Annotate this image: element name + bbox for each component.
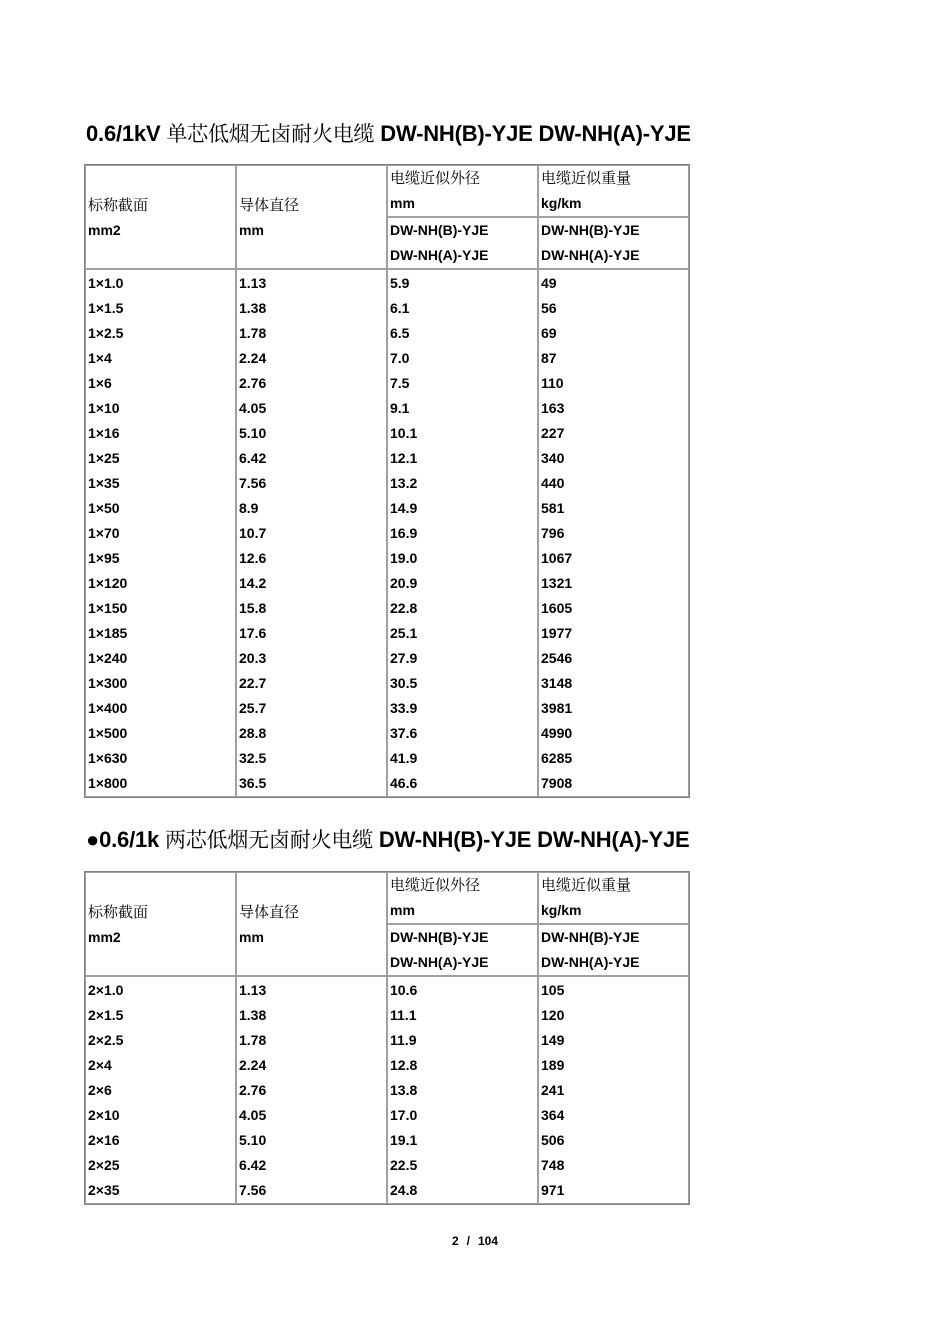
table-cell: 13.8 [390,1082,418,1098]
outer-diameter-unit: mm [390,902,415,918]
model-a: DW-NH(A)-YJE [390,954,489,970]
table-cell: 241 [541,1082,565,1098]
table-cell: 227 [541,425,565,441]
table-cell: 2×35 [88,1182,120,1198]
table-cell: 7908 [541,775,573,791]
table-cell: 1×1.0 [88,275,124,291]
table-cell: 1.38 [239,1007,267,1023]
table-cell: 2546 [541,650,573,666]
table-cell: 12.1 [390,450,418,466]
table-cell: 1×800 [88,775,128,791]
model-a: DW-NH(A)-YJE [390,247,489,263]
table-cell: 2×1.5 [88,1007,124,1023]
table-cell: 7.56 [239,475,267,491]
weight-header [538,872,689,924]
cross-section-unit: mm2 [88,222,121,238]
table-cell: 2×6 [88,1082,112,1098]
table-cell: 46.6 [390,775,418,791]
table-cell: 12.8 [390,1057,418,1073]
weight-models [538,217,689,269]
outer-diameter-unit: mm [390,195,415,211]
section-2-heading [86,824,690,854]
model-b: DW-NH(B)-YJE [390,929,489,945]
table-cell: 1×1.5 [88,300,124,316]
single-core-spec-table [84,164,690,798]
table-cell: 10.7 [239,525,267,541]
table-cell: 1977 [541,625,573,641]
table-cell: 1×70 [88,525,120,541]
table-cell: 6.1 [390,300,410,316]
table-cell: 1.78 [239,1032,267,1048]
table-cell: 1×16 [88,425,120,441]
table-cell: 17.0 [390,1107,418,1123]
table-cell: 6285 [541,750,573,766]
table-cell: 581 [541,500,565,516]
table-cell: 13.2 [390,475,418,491]
table-cell: 20.9 [390,575,418,591]
table-cell: 6.42 [239,1157,267,1173]
outer-diameter-column [387,976,538,1204]
table-cell: 149 [541,1032,565,1048]
cross-section-column [85,269,236,797]
table-cell: 6.5 [390,325,410,341]
table-cell: 1605 [541,600,573,616]
outer-diameter-label: 电缆近似外径 [390,169,481,187]
table-cell: 11.9 [390,1032,417,1048]
model-a: DW-NH(A)-YJE [541,954,640,970]
table-cell: 19.0 [390,550,418,566]
table-cell: 1.13 [239,275,267,291]
weight-header [538,165,689,217]
conductor-diameter-header [236,165,387,269]
table-cell: 14.2 [239,575,267,591]
table-cell: 163 [541,400,565,416]
table-cell: 2×2.5 [88,1032,124,1048]
table-cell: 14.9 [390,500,418,516]
page-total: 104 [478,1234,499,1248]
table-cell: 1×500 [88,725,128,741]
table-cell: 1067 [541,550,573,566]
table-cell: 1×50 [88,500,120,516]
table-cell: 2×1.0 [88,982,124,998]
table-cell: 16.9 [390,525,418,541]
table-cell: 10.6 [390,982,418,998]
section-1-heading-prefix: 0.6/1kV [86,121,167,146]
section-1-heading-suffix: DW-NH(B)-YJE DW-NH(A)-YJE [374,121,691,146]
table-header-row [85,872,689,924]
table-cell: 1×4 [88,350,112,366]
weight-label: 电缆近似重量 [541,169,632,187]
table-cell: 17.6 [239,625,267,641]
section-2-heading-prefix: ●0.6/1k [86,827,165,852]
conductor-diameter-unit: mm [239,929,264,945]
table-header-row [85,165,689,217]
table-cell: 2×16 [88,1132,120,1148]
table-data-block [85,976,689,1204]
table-cell: 6.42 [239,450,267,466]
table-cell: 33.9 [390,700,418,716]
model-a: DW-NH(A)-YJE [541,247,640,263]
table-cell: 3148 [541,675,573,691]
table-cell: 2×4 [88,1057,112,1073]
table-cell: 5.9 [390,275,410,291]
table-cell: 2.76 [239,375,267,391]
page-number [0,1234,950,1248]
table-cell: 20.3 [239,650,267,666]
weight-unit: kg/km [541,195,582,211]
weight-unit: kg/km [541,902,582,918]
model-b: DW-NH(B)-YJE [390,222,489,238]
table-cell: 37.6 [390,725,418,741]
model-b: DW-NH(B)-YJE [541,929,640,945]
table-cell: 1×35 [88,475,120,491]
cross-section-unit: mm2 [88,929,121,945]
table-cell: 3981 [541,700,573,716]
table-cell: 19.1 [390,1132,418,1148]
table-cell: 69 [541,325,557,341]
table-cell: 1×185 [88,625,128,641]
table-cell: 1.38 [239,300,267,316]
table-cell: 7.0 [390,350,410,366]
table-cell: 1×2.5 [88,325,124,341]
cross-section-column [85,976,236,1204]
table-cell: 2.24 [239,350,267,366]
table-cell: 2.24 [239,1057,267,1073]
table-cell: 1×6 [88,375,112,391]
outer-diameter-models [387,924,538,976]
table-cell: 10.1 [390,425,418,441]
table-cell: 49 [541,275,557,291]
table-cell: 1321 [541,575,573,591]
table-cell: 28.8 [239,725,267,741]
table-cell: 41.9 [390,750,418,766]
table-cell: 4.05 [239,400,267,416]
table-cell: 25.7 [239,700,267,716]
table-cell: 2.76 [239,1082,267,1098]
table-cell: 2×10 [88,1107,120,1123]
table-cell: 4.05 [239,1107,267,1123]
table-cell: 796 [541,525,565,541]
table-cell: 15.8 [239,600,267,616]
cross-section-label: 标称截面 [88,903,149,921]
weight-column [538,269,689,797]
cross-section-header [85,165,236,269]
section-1-heading-cn: 单芯低烟无卤耐火电缆 [166,122,375,146]
table-cell: 22.5 [390,1157,418,1173]
table-cell: 1×630 [88,750,128,766]
table-cell: 5.10 [239,425,267,441]
section-1-heading [86,118,691,148]
table-cell: 56 [541,300,557,316]
table-cell: 506 [541,1132,565,1148]
table-cell: 27.9 [390,650,418,666]
table-cell: 8.9 [239,500,259,516]
table-cell: 25.1 [390,625,418,641]
page-current: 2 [451,1234,459,1248]
table-cell: 1×10 [88,400,120,416]
table-cell: 11.1 [390,1007,417,1023]
model-b: DW-NH(B)-YJE [541,222,640,238]
outer-diameter-label: 电缆近似外径 [390,876,481,894]
section-2-heading-cn: 两芯低烟无卤耐火电缆 [164,828,373,852]
table-data-block [85,269,689,797]
table-cell: 971 [541,1182,565,1198]
section-2-heading-suffix: DW-NH(B)-YJE DW-NH(A)-YJE [372,827,690,852]
table-cell: 1×150 [88,600,128,616]
conductor-diameter-unit: mm [239,222,264,238]
outer-diameter-column [387,269,538,797]
table-cell: 440 [541,475,565,491]
table-cell: 87 [541,350,557,366]
table-cell: 340 [541,450,565,466]
table-cell: 1.13 [239,982,267,998]
weight-column [538,976,689,1204]
table-cell: 1×300 [88,675,128,691]
table-cell: 5.10 [239,1132,267,1148]
table-cell: 110 [541,375,564,391]
conductor-diameter-label: 导体直径 [239,903,300,921]
conductor-diameter-column [236,269,387,797]
table-cell: 1×240 [88,650,128,666]
two-core-spec-table [84,871,690,1205]
table-cell: 105 [541,982,565,998]
weight-models [538,924,689,976]
table-cell: 364 [541,1107,565,1123]
table-cell: 4990 [541,725,573,741]
table-cell: 1.78 [239,325,267,341]
table-cell: 36.5 [239,775,267,791]
outer-diameter-header [387,165,538,217]
table-cell: 748 [541,1157,565,1173]
table-cell: 1×95 [88,550,120,566]
outer-diameter-header [387,872,538,924]
outer-diameter-models [387,217,538,269]
table-cell: 120 [541,1007,565,1023]
table-cell: 1×400 [88,700,128,716]
table-cell: 12.6 [239,550,267,566]
weight-label: 电缆近似重量 [541,876,632,894]
table-cell: 9.1 [390,400,410,416]
table-cell: 1×25 [88,450,120,466]
conductor-diameter-column [236,976,387,1204]
table-cell: 7.56 [239,1182,267,1198]
table-cell: 22.7 [239,675,267,691]
table-cell: 32.5 [239,750,267,766]
page-separator: / [466,1234,470,1248]
table-cell: 30.5 [390,675,418,691]
conductor-diameter-label: 导体直径 [239,196,300,214]
cross-section-header [85,872,236,976]
table-cell: 1×120 [88,575,128,591]
table-cell: 24.8 [390,1182,418,1198]
table-cell: 22.8 [390,600,418,616]
cross-section-label: 标称截面 [88,196,149,214]
conductor-diameter-header [236,872,387,976]
table-cell: 2×25 [88,1157,120,1173]
table-cell: 7.5 [390,375,410,391]
table-cell: 189 [541,1057,565,1073]
